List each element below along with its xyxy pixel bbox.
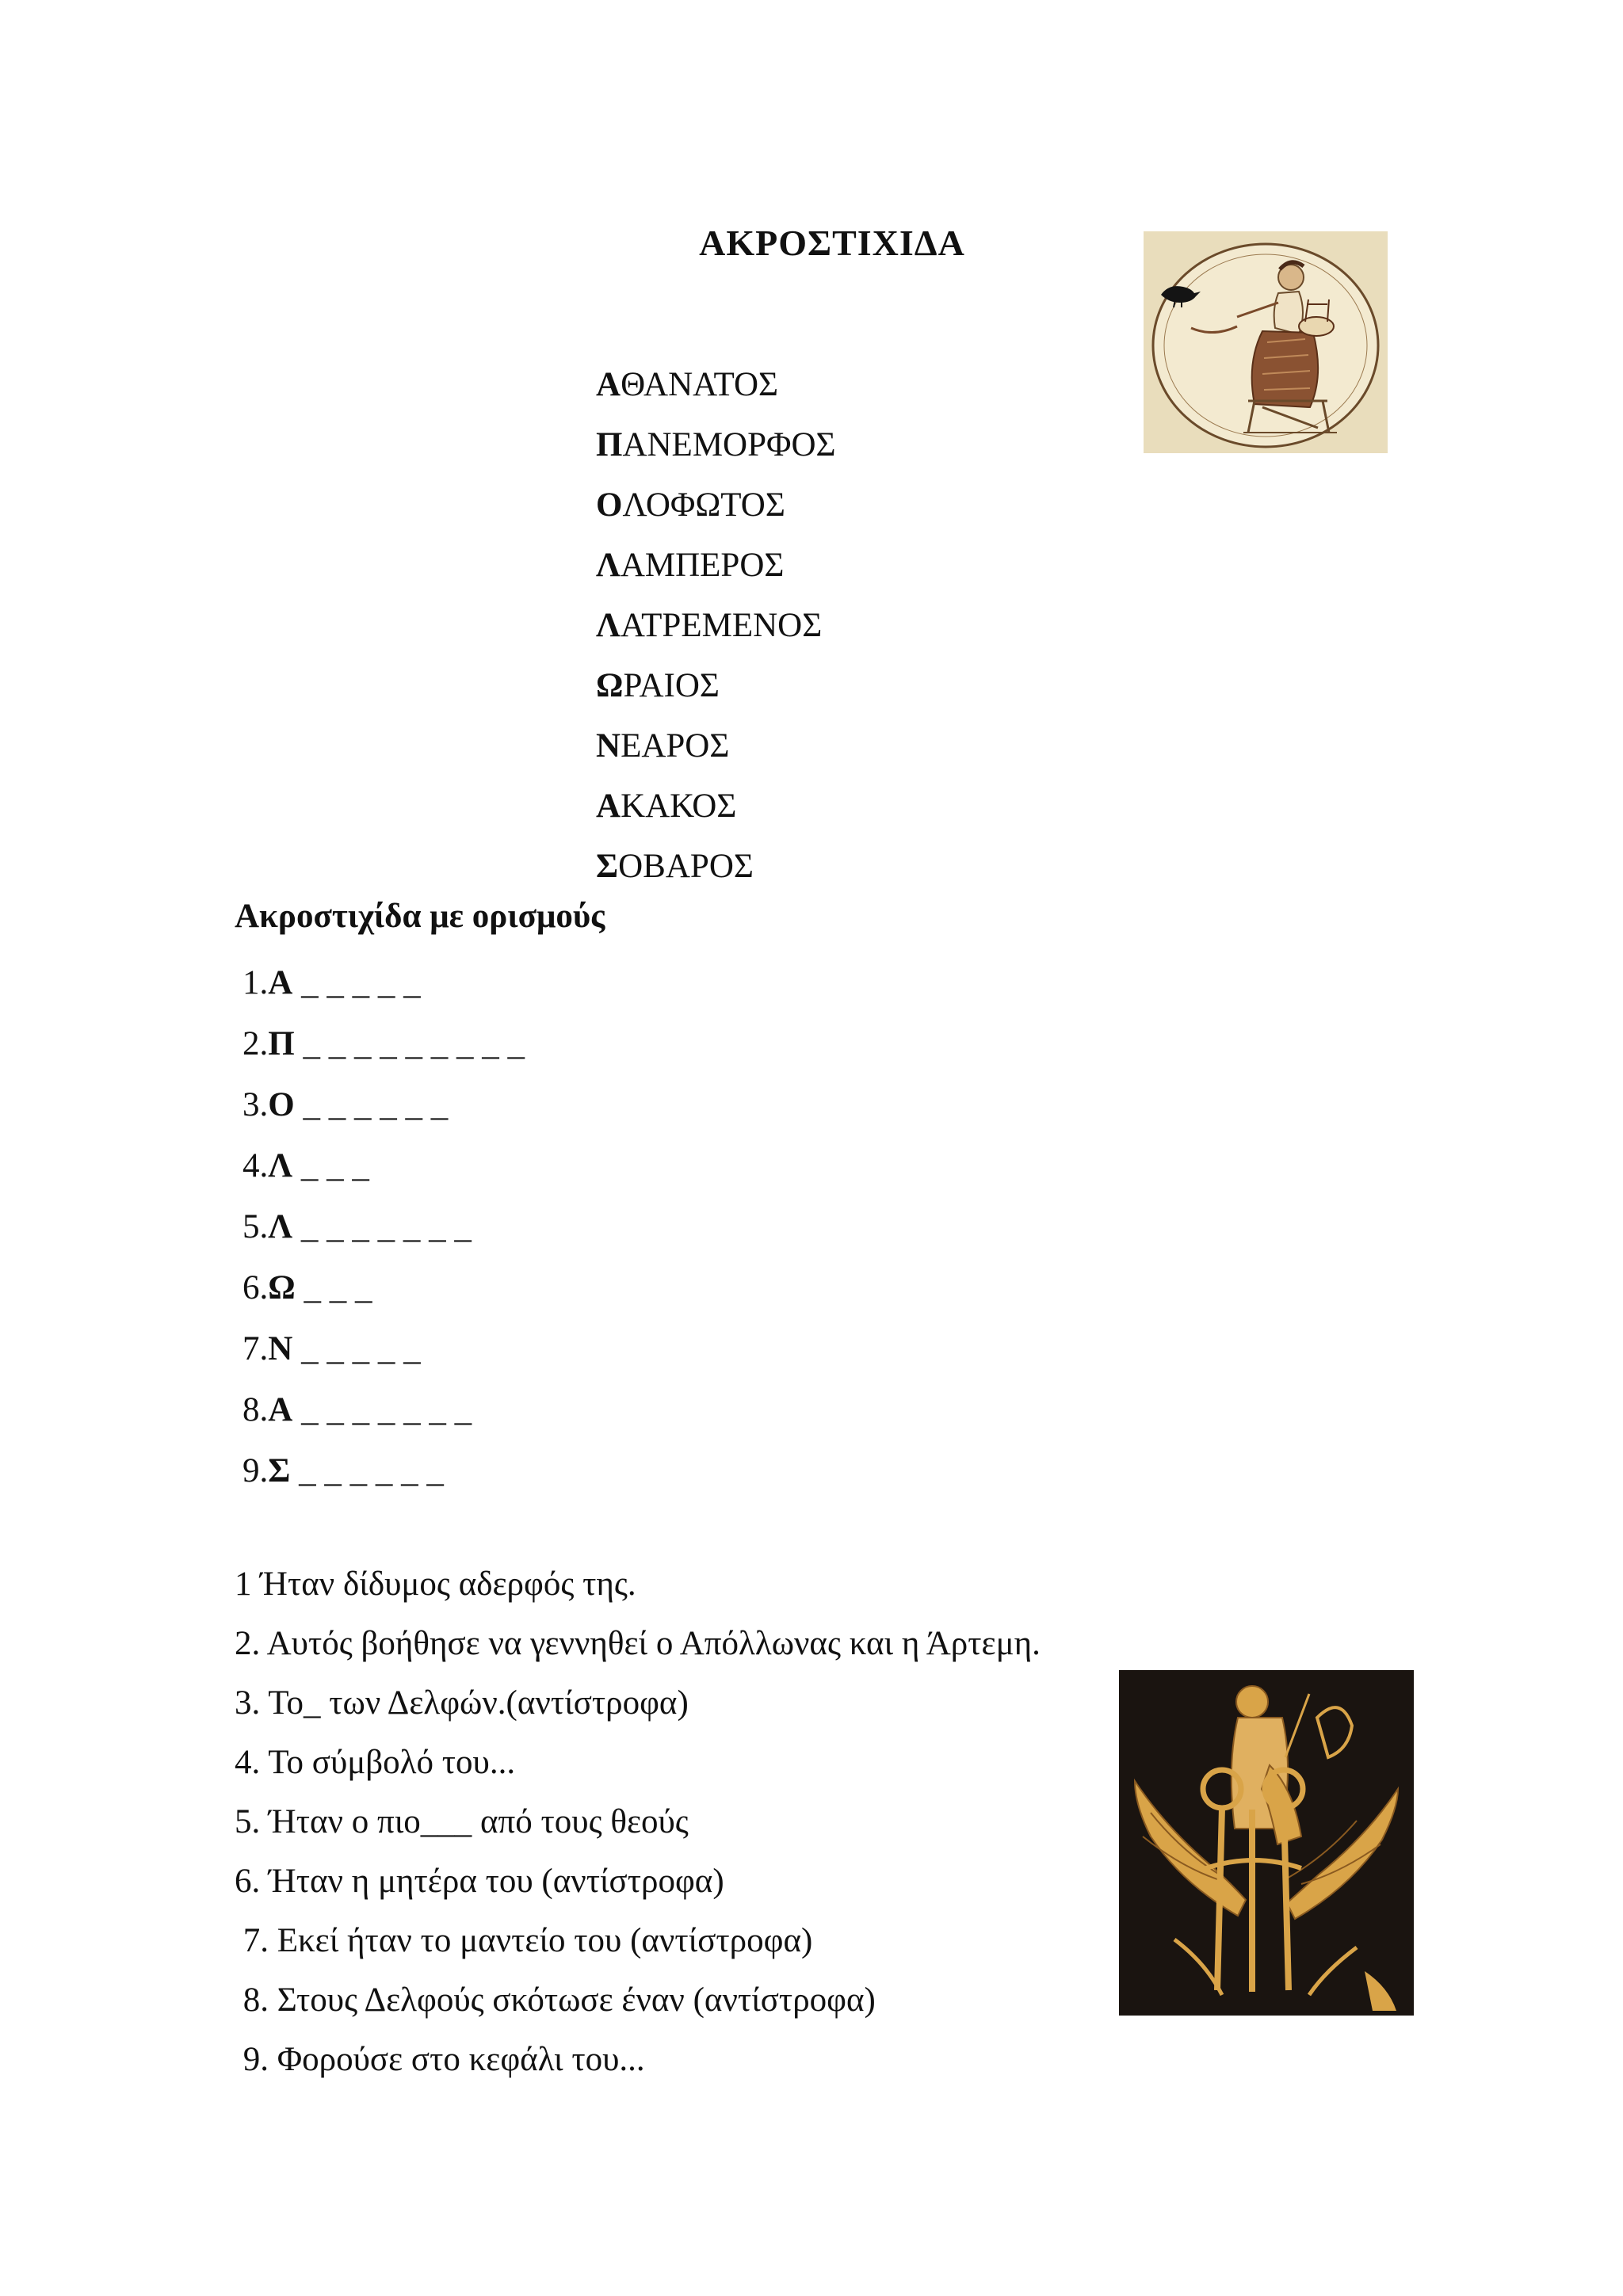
clue-item: 7. Εκεί ήταν το μαντείο του (αντίστροφα): [235, 1922, 813, 1959]
clue-item: 8. Στους Δελφούς σκότωσε έναν (αντίστροφα): [235, 1981, 876, 2019]
page-title: ΑΚΡΟΣΤΙΧΙΔΑ: [699, 223, 965, 263]
blank-answer-row: 9.Σ _ _ _ _ _ _: [242, 1452, 444, 1489]
acrostic-word: ΩΡΑΙΟΣ: [596, 667, 720, 704]
clue-list: [235, 1554, 1041, 2089]
clue-item: 1 Ήταν δίδυμος αδερφός της.: [235, 1566, 636, 1603]
blank-answer-row: 8.Α _ _ _ _ _ _ _: [242, 1391, 472, 1428]
blank-answer-row: 2.Π _ _ _ _ _ _ _ _ _: [242, 1025, 525, 1062]
clue-item: 2. Αυτός βοήθησε να γεννηθεί ο Απόλλωνας και η Άρτεμη.: [235, 1625, 1041, 1662]
blank-answer-row: 4.Λ _ _ _: [242, 1147, 369, 1184]
acrostic-word: ΠΑΝΕΜΟΡΦΟΣ: [596, 426, 836, 463]
blank-answer-row: 1.Α _ _ _ _ _: [242, 964, 421, 1001]
apollo-kylix-image: [1144, 231, 1388, 453]
blank-answer-row: 3.Ο _ _ _ _ _ _: [242, 1086, 449, 1123]
clue-item: 3. Το_ των Δελφών.(αντίστροφα): [235, 1684, 689, 1722]
acrostic-word-list: [596, 355, 836, 897]
acrostic-word: ΣΟΒΑΡΟΣ: [596, 848, 754, 885]
acrostic-word: ΟΛΟΦΩΤΟΣ: [596, 486, 785, 524]
clue-item: 9. Φορούσε στο κεφάλι του...: [235, 2041, 645, 2078]
definitions-heading: Ακροστιχίδα με ορισμούς: [235, 898, 605, 935]
acrostic-word: ΝΕΑΡΟΣ: [596, 727, 730, 765]
blank-answer-row: 7.Ν _ _ _ _ _: [242, 1330, 421, 1367]
clue-item: 5. Ήταν ο πιο___ από τους θεούς: [235, 1803, 689, 1840]
acrostic-word: ΑΘΑΝΑΤΟΣ: [596, 366, 779, 403]
acrostic-word: ΑΚΑΚΟΣ: [596, 788, 737, 825]
clue-item: 6. Ήταν η μητέρα του (αντίστροφα): [235, 1863, 724, 1900]
winged-tripod-vase-image: [1119, 1670, 1414, 2016]
blank-answer-row: 5.Λ _ _ _ _ _ _ _: [242, 1208, 472, 1245]
acrostic-word: ΛΑΜΠΕΡΟΣ: [596, 547, 785, 584]
blank-answer-row: 6.Ω _ _ _: [242, 1269, 372, 1306]
blank-answer-list: [242, 952, 525, 1501]
acrostic-word: ΛΑΤΡΕΜΕΝΟΣ: [596, 607, 823, 644]
clue-item: 4. Το σύμβολό του...: [235, 1744, 516, 1781]
